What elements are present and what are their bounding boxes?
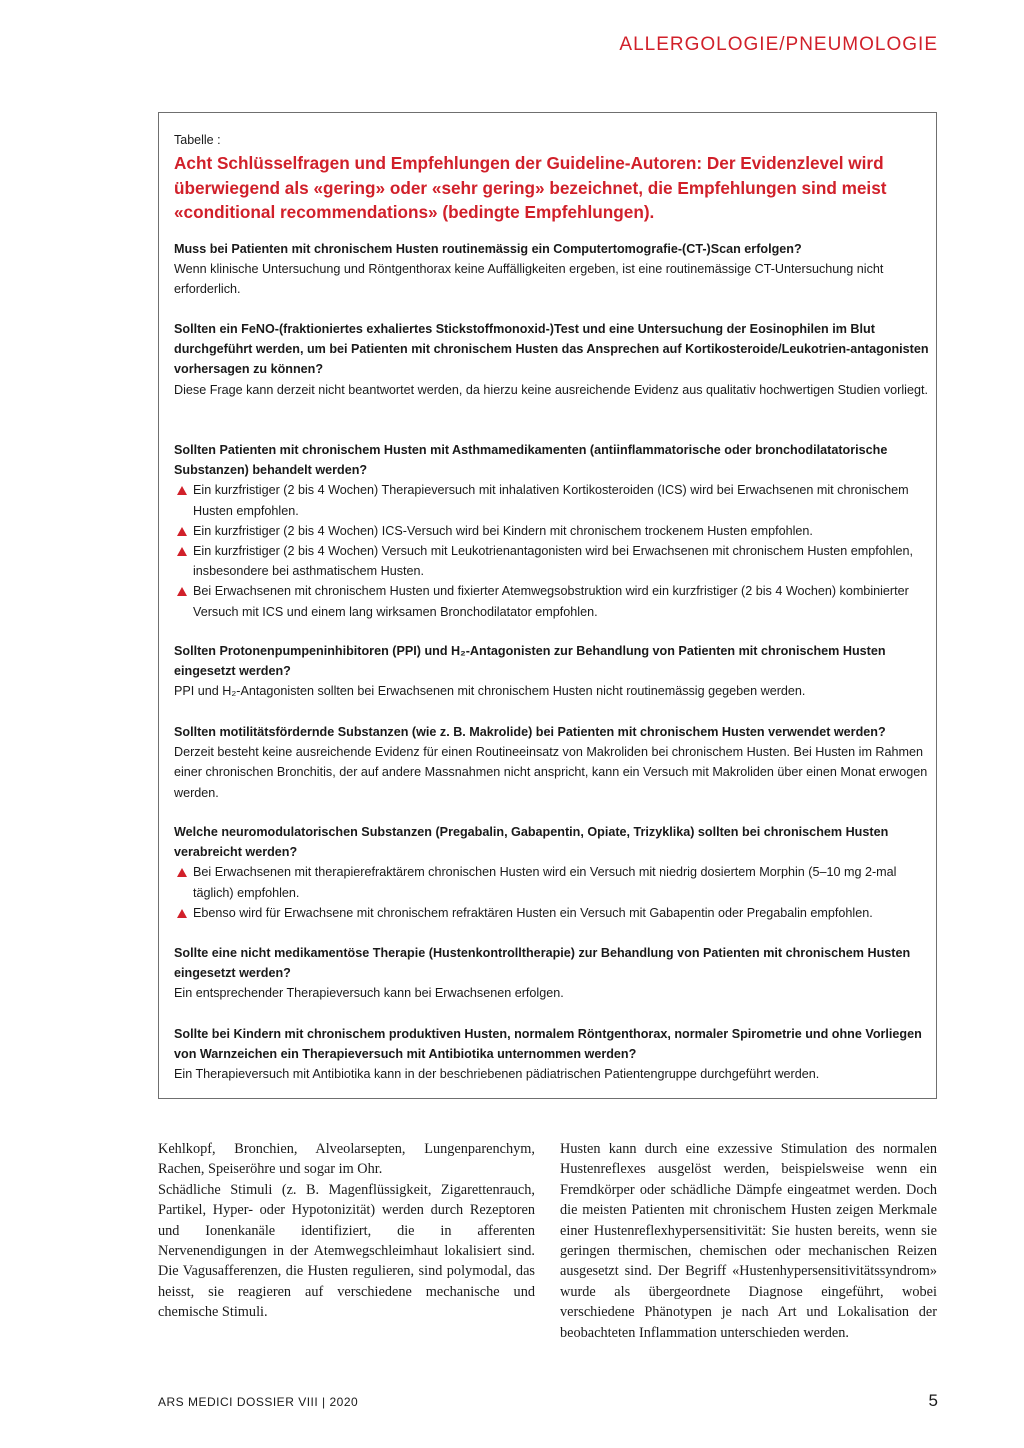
- qa-item-2: [174, 319, 929, 400]
- list-item: [174, 581, 929, 621]
- recommendations-table: [158, 112, 937, 1099]
- publication-footer: ARS MEDICI DOSSIER VIII | 2020: [158, 1395, 359, 1409]
- section-title: ALLERGOLOGIE/PNEUMOLOGIE: [619, 34, 938, 55]
- list-item-text: Bei Erwachsenen mit therapierefraktärem chronischen Husten wird ein Versuch mit niedrig dosiertem Morphin (5–10 mg 2-mal täglich) empfohlen.: [193, 865, 897, 900]
- qa-item-3: [174, 440, 929, 622]
- question: Sollten ein FeNO-(fraktioniertes exhaliertes Stickstoffmonoxid-)Test und eine Untersuchung der Eosinophilen im Blut durchgeführt werden, um bei Patienten mit chronischem Husten das Ansprechen auf Kortikosteroide/Leukotrien-antagonisten vorhersagen zu können?: [174, 322, 929, 377]
- recommendation-list: [174, 862, 929, 923]
- bullet-triangle-icon: [177, 547, 187, 556]
- list-item: [174, 862, 929, 902]
- bullet-triangle-icon: [177, 868, 187, 877]
- list-item-text: Ebenso wird für Erwachsene mit chronischem refraktären Husten ein Versuch mit Gabapentin oder Pregabalin empfohlen.: [193, 905, 873, 920]
- bullet-triangle-icon: [177, 909, 187, 918]
- list-item: [174, 541, 929, 581]
- recommendation-list: [174, 480, 929, 621]
- question: Sollten motilitätsfördernde Substanzen (wie z. B. Makrolide) bei Patienten mit chronischem Husten verwendet werden?: [174, 725, 886, 739]
- bullet-triangle-icon: [177, 587, 187, 596]
- list-item: [174, 521, 929, 541]
- question: Sollte eine nicht medikamentöse Therapie (Hustenkontrolltherapie) zur Behandlung von Patienten mit chronischem Husten eingesetzt werden?: [174, 946, 911, 981]
- list-item: [174, 903, 929, 923]
- question: Sollte bei Kindern mit chronischem produktiven Husten, normalem Röntgenthorax, normaler Spirometrie und ohne Vorliegen von Warnzeichen ein Therapieversuch mit Antibiotika unternommen werden?: [174, 1027, 922, 1062]
- bullet-triangle-icon: [177, 527, 187, 536]
- qa-item-5: [174, 722, 929, 803]
- list-item-text: Ein kurzfristiger (2 bis 4 Wochen) Therapieversuch mit inhalativen Kortikosteroiden (ICS) wird bei Erwachsenen mit chronischem Husten empfohlen.: [193, 483, 909, 518]
- question: Welche neuromodulatorischen Substanzen (Pregabalin, Gabapentin, Opiate, Trizyklika) sollten bei chronischem Husten verabreicht werden?: [174, 825, 889, 860]
- list-item-text: Bei Erwachsenen mit chronischem Husten und fixierter Atemwegsobstruktion wird ein kurzfristiger (2 bis 4 Wochen) kombinierter Versuch mit ICS und einem lang wirksamen Bronchodilatator empfohlen.: [193, 584, 909, 619]
- qa-item-4: [174, 641, 929, 702]
- body-column-left: [158, 1139, 535, 1323]
- question: Sollten Protonenpumpeninhibitoren (PPI) und H₂-Antagonisten zur Behandlung von Patienten mit chronischem Husten eingesetzt werden?: [174, 644, 886, 679]
- paragraph: Kehlkopf, Bronchien, Alveolarsepten, Lungenparenchym, Rachen, Speiseröhre und sogar im Ohr.: [158, 1141, 535, 1178]
- answer: PPI und H₂-Antagonisten sollten bei Erwachsenen mit chronischem Husten nicht routinemässig gegeben werden.: [174, 684, 806, 699]
- list-item-text: Ein kurzfristiger (2 bis 4 Wochen) ICS-Versuch wird bei Kindern mit chronischem trockenem Husten empfohlen.: [193, 523, 813, 538]
- list-item: [174, 480, 929, 520]
- answer: Wenn klinische Untersuchung und Röntgenthorax keine Auffälligkeiten ergeben, ist eine routinemässige CT-Untersuchung nicht erforderlich.: [174, 262, 884, 297]
- answer: Ein entsprechender Therapieversuch kann bei Erwachsenen erfolgen.: [174, 986, 564, 1001]
- question: Muss bei Patienten mit chronischem Husten routinemässig ein Computertomografie-(CT-)Scan erfolgen?: [174, 242, 802, 256]
- qa-item-7: [174, 943, 929, 1004]
- answer: Diese Frage kann derzeit nicht beantwortet werden, da hierzu keine ausreichende Evidenz aus qualitativ hochwertigen Studien vorliegt.: [174, 382, 928, 397]
- qa-item-6: [174, 822, 929, 923]
- question: Sollten Patienten mit chronischem Husten mit Asthmamedikamenten (antiinflammatorische oder bronchodilatatorische Substanzen) behandelt werden?: [174, 443, 888, 478]
- answer: Ein Therapieversuch mit Antibiotika kann in der beschriebenen pädiatrischen Patientengruppe durchgeführt werden.: [174, 1067, 820, 1082]
- bullet-triangle-icon: [177, 486, 187, 495]
- list-item-text: Ein kurzfristiger (2 bis 4 Wochen) Versuch mit Leukotrienantagonisten wird bei Erwachsenen mit chronischem Husten empfohlen, insbesondere bei asthmatischem Husten.: [193, 544, 914, 579]
- paragraph: Schädliche Stimuli (z. B. Magenflüssigkeit, Zigarettenrauch, Partikel, Hyper- oder Hypotonizität) werden durch Rezeptoren und Ionenkanäle identifiziert, die in afferenten Nervenendigungen in der Atemwegschleimhaut lokalisiert sind. Die Vagusafferenzen, die Husten regulieren, sind polymodal, das heisst, sie reagieren auf verschiedene mechanische und chemische Stimuli.: [158, 1181, 535, 1321]
- table-title: Acht Schlüsselfragen und Empfehlungen der Guideline-Autoren: Der Evidenzlevel wird überwiegend als «gering» oder «sehr gering» bezeichnet, die Empfehlungen sind meist «conditional recommendations» (bedingte Empfehlungen).: [174, 153, 887, 222]
- paragraph: Husten kann durch eine exzessive Stimulation des normalen Hustenreflexes ausgelöst werden, beispielsweise wenn ein Fremdkörper oder schädliche Dämpfe eingeatmet werden. Doch die meisten Patienten mit chronischem Husten zeigen Merkmale einer Hustenreflexhypersensitivität: Sie husten bereits, wenn sie geringen thermischen, chemischen oder mechanischen Reizen ausgesetzt sind. Der Begriff «Hustenhypersensitivitätssyndrom» wurde als übergeordnete Diagnose eingeführt, wobei verschiedene Phänotypen je nach Art und Lokalisation der beobachteten Inflammation unterschieden werden.: [560, 1141, 937, 1341]
- page-number: 5: [928, 1391, 938, 1410]
- body-column-right: [560, 1139, 937, 1343]
- table-label: Tabelle :: [174, 133, 221, 147]
- qa-item-1: [174, 239, 929, 300]
- answer: Derzeit besteht keine ausreichende Evidenz für einen Routineeinsatz von Makroliden bei chronischem Husten. Bei Husten im Rahmen einer chronischen Bronchitis, der auf andere Massnahmen nicht anspricht, kann ein Versuch mit Makroliden über einen Monat erwogen werden.: [174, 745, 928, 800]
- qa-item-8: [174, 1024, 929, 1085]
